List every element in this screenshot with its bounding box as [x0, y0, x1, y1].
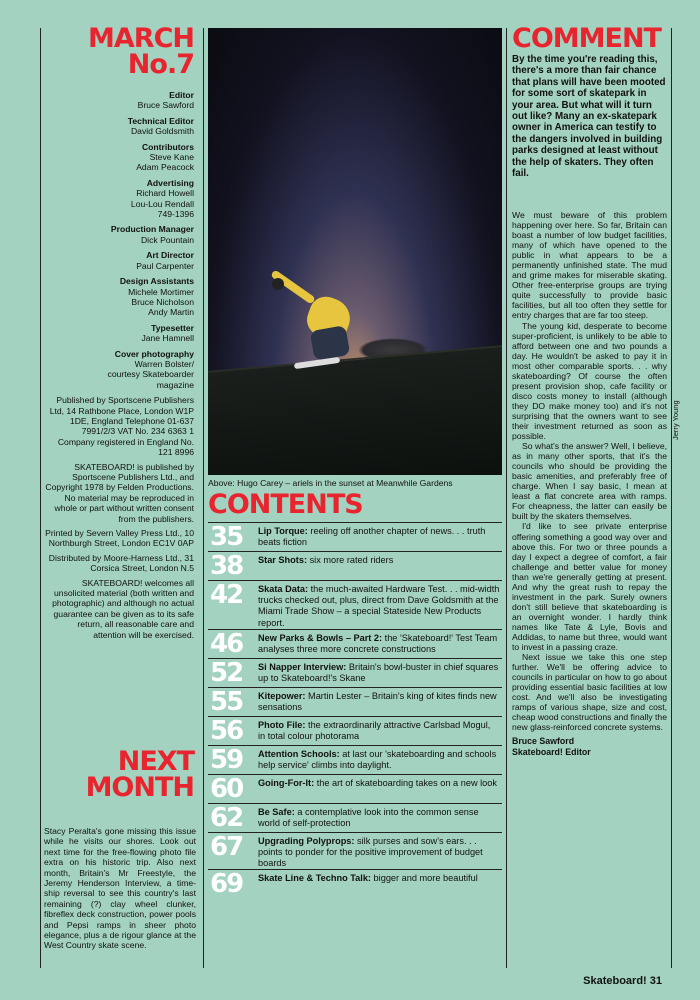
contents-list	[208, 522, 502, 898]
contents-item-text: reeling off another chapter of news. . . truth beats fiction	[258, 526, 486, 548]
contents-page-number: 67	[210, 831, 243, 862]
credit-role: Typesetter	[151, 322, 194, 333]
contents-item	[208, 687, 502, 716]
credit-name: David Goldsmith	[130, 126, 194, 137]
contents-item	[208, 832, 502, 870]
contents-page-number: 46	[210, 628, 243, 659]
contents-item	[208, 745, 502, 774]
masthead-column	[40, 24, 198, 974]
contents-description	[258, 804, 502, 829]
credit-name: magazine	[156, 379, 194, 390]
column-rule	[506, 28, 507, 968]
contents-item-title: Skata Data:	[258, 584, 309, 594]
contents-item-title: New Parks & Bowls – Part 2:	[258, 632, 383, 643]
issue-month: MARCH	[88, 23, 194, 54]
contents-description	[258, 581, 502, 629]
comment-lead: By the time you're reading this, there's a more than fair chance that plans will have been mooted for some sort of skatepark in your area. But what will it turn out like? Many an ex-skatepark owner in America can testify to the dangers involved in building parks designed at least without the help of skaters. They often fail.	[512, 54, 666, 180]
contents-description	[258, 775, 499, 789]
credit-role: Technical Editor	[127, 115, 194, 126]
contents-item-title: Be Safe:	[258, 806, 295, 817]
contents-item-text: bigger and more beautiful	[371, 873, 478, 884]
publisher-info: Printed by Severn Valley Press Ltd., 10 Northburgh Street, London EC1V 0AP	[45, 528, 194, 549]
credit-group	[44, 90, 194, 111]
contents-page-number: 38	[210, 551, 243, 581]
contents-page-number: 42	[210, 580, 243, 610]
contents-page-number: 62	[210, 802, 243, 833]
contents-item-text: a contemplative look into the common sense world of self-protection	[258, 806, 479, 829]
credit-name: Andy Martin	[148, 307, 194, 318]
contents-item	[208, 522, 502, 551]
contents-title: CONTENTS	[208, 489, 363, 520]
contents-description	[258, 630, 502, 655]
credit-group	[44, 224, 194, 245]
contents-item-text: the 'Skateboard!' Test Team analyses three more concrete constructions	[258, 632, 498, 655]
credit-role: Editor	[169, 90, 194, 100]
credit-group	[44, 349, 194, 391]
contents-description	[258, 552, 395, 566]
publisher-info: Distributed by Moore-Harness Ltd., 31 Corsica Street, London N.5	[48, 552, 194, 574]
credit-group	[44, 142, 194, 173]
credit-role: Contributors	[141, 141, 194, 152]
credit-name: Jane Hamnell	[141, 333, 194, 344]
contents-item	[208, 803, 502, 832]
contents-item-text: at last our 'skateboarding and schools help service' climbs into daylight.	[258, 748, 497, 771]
credit-role: Cover photography	[114, 348, 194, 359]
contents-description	[258, 717, 502, 742]
credit-role: Advertising	[146, 177, 194, 188]
credit-name: Warren Bolster/	[134, 358, 194, 369]
signature-name: Bruce Sawford	[512, 736, 575, 747]
photo-skater-head	[272, 278, 284, 290]
issue-title	[44, 23, 194, 80]
photo-ramp	[208, 344, 502, 475]
contents-description	[258, 746, 502, 771]
next-month-line2: MONTH	[85, 771, 194, 803]
signature-title: Skateboard! Editor	[512, 746, 591, 757]
publisher-info: SKATEBOARD! welcomes all unsolicited material (both written and photographic) and although no actual guarantee can be given as to its safe return, all reasonable care and attention will be exercised.	[52, 577, 194, 640]
next-month-line1: NEXT	[117, 746, 194, 777]
contents-description	[258, 870, 480, 884]
contents-item-text: Britain's bowl-buster in chief squares up to Skateboard!'s Skane	[258, 661, 499, 684]
comment-paragraph: So what's the answer? Well, I believe, as in many other sports, that it's the councils who should be providing the basic amenities, and preferably free of charge. When I say basic, I mean at least a flat concrete area with ramps. For cheapness, the latter can easily be built by the skaters themselves.	[512, 441, 667, 522]
next-month-text: Stacy Peralta's gone missing this issue while he visits our shores. Look out next time for the free-flowing photo file extra on his historic trip. Also next month, Britain's Mr Freestyle, the Jeremy Henderson Interview, a time-ship reversal to see this country's last remaining (?) clay wheel clunker, fibreflex deck construction, power pools and Pepsi ramps in sheer photo elegance, plus a de rigour glance at the West Country skate scene.	[44, 826, 196, 951]
photo-credit: Jerry Young	[671, 400, 680, 440]
comment-paragraph: We must beware of this problem happening over here. So far, Britain can boast a number of low budget facilities, many of which have opened to the public in what appears to be a permanently unfinished state. The mud and grime makes for miserable skating. Other free-enterprise groups are trying quite successfully to provide basic facilities, but all too often they settle for entry charges that are far too steep.	[512, 210, 667, 321]
comment-paragraph: Next issue we take this one step further. We'll be offering advice to councils in particular on how to go about providing essential basic facilities at low cost. And we'll also be investigating ramps of various shape, size and cost, cheap wood constructions and finally the new glass-reinforced concrete systems.	[512, 652, 667, 733]
credit-group	[44, 250, 194, 271]
contents-item-title: Attention Schools:	[258, 748, 340, 759]
credit-group	[44, 116, 194, 137]
contents-item	[208, 869, 502, 898]
contents-item-title: Lip Torque:	[258, 526, 308, 536]
cover-photo	[208, 28, 502, 475]
contents-item	[208, 716, 502, 745]
credit-name: Adam Peacock	[136, 162, 194, 173]
next-month-title	[44, 746, 194, 803]
page-footer: Skateboard! 31	[583, 975, 662, 987]
credit-name: Bruce Nicholson	[131, 296, 194, 307]
contents-page-number: 69	[210, 869, 243, 900]
contents-item-text: six more rated riders	[307, 555, 394, 565]
contents-page-number: 55	[210, 686, 243, 717]
contents-item-title: Kitepower:	[258, 690, 306, 701]
publisher-info: Published by Sportscene Publishers Ltd, 14 Rathbone Place, London W1P 1DE, England Telephone 01-637 7991/2/3 VAT No. 234 6363 1 Company registered in England No. 121 8996	[49, 395, 194, 458]
contents-item-text: the much-awaited Hardware Test. . . mid-width trucks checked out, plus, direct from Dave Goldsmith at the Miami Trade Show – a special Stateside New Products report.	[258, 584, 500, 628]
credit-group	[44, 323, 194, 344]
comment-title: COMMENT	[512, 23, 661, 54]
credits-list	[44, 90, 194, 640]
contents-item-title: Skate Line & Techno Talk:	[258, 873, 371, 884]
contents-description	[258, 659, 502, 684]
contents-item	[208, 629, 502, 658]
column-rule	[671, 28, 672, 968]
credit-name: Michele Mortimer	[128, 286, 194, 297]
credit-role: Production Manager	[110, 224, 194, 235]
contents-item-text: silk purses and sow's ears. . . points to ponder for the positive improvement of budget boards	[258, 835, 483, 869]
contents-item-title: Photo File:	[258, 719, 306, 730]
credit-group	[44, 178, 194, 220]
contents-description	[258, 688, 502, 713]
contents-item-text: Martin Lester – Britain's king of kites finds new sensations	[258, 690, 497, 713]
comment-paragraph: The young kid, desperate to become super-proficient, is unlikely to be able to afford between one and two pounds a day. He wouldn't be asked to pay it in most other comparable sports. . . why skateboarding? Of course the often present provision shop, cafe facility or disco costs money to install (although they DO make money too) and it's not surprising that the owners want to see their investment returned as soon as possible.	[512, 320, 667, 442]
credit-role: Art Director	[146, 250, 194, 261]
credit-name: Lou-Lou Rendall	[130, 198, 194, 209]
contents-item-title: Star Shots:	[258, 555, 308, 565]
credit-role: Design Assistants	[119, 276, 194, 287]
credit-group	[44, 276, 194, 318]
credit-name: Paul Carpenter	[136, 260, 194, 271]
contents-item	[208, 580, 502, 629]
photo-caption: Above: Hugo Carey – ariels in the sunset at Meanwhile Gardens	[208, 478, 453, 488]
contents-page-number: 35	[210, 522, 243, 552]
credit-name: courtesy Skateboarder	[107, 369, 194, 380]
credit-name: Dick Pountain	[140, 234, 194, 245]
contents-item-text: the extraordinarily attractive Carlsbad Mogul, in total colour photorama	[258, 719, 491, 742]
comment-paragraph: I'd like to see private enterprise offering something a good way over and above this. For two or three pounds a day I expect a degree of comfort, a fair challenge and better value for money than we're generally getting at present. And why the great rush to repay the investment in the park. Surely owners don't still believe that skateboarding is an overnight wonder. I hardly think names like Tate & Lyle, Bovis and Addidas, to name but three, would want to invest in a passing craze.	[512, 521, 667, 653]
contents-item	[208, 551, 502, 580]
contents-description	[258, 523, 502, 548]
contents-item-title: Going-For-It:	[258, 777, 315, 788]
contents-page-number: 52	[210, 657, 243, 688]
contents-page-number: 59	[210, 744, 243, 775]
issue-number: No.7	[127, 48, 194, 80]
contents-description	[258, 833, 502, 870]
contents-item-title: Upgrading Polyprops:	[258, 835, 355, 846]
contents-page-number: 56	[210, 715, 243, 746]
credit-name: Steve Kane	[149, 152, 194, 163]
credit-name: 749-1396	[157, 209, 194, 220]
credit-name: Bruce Sawford	[137, 100, 194, 111]
contents-item-text: the art of skateboarding takes on a new look	[314, 777, 497, 788]
contents-item	[208, 774, 502, 803]
contents-item	[208, 658, 502, 687]
comment-body	[512, 210, 667, 757]
comment-signature	[512, 736, 667, 757]
contents-item-title: Si Napper Interview:	[258, 661, 347, 672]
photo-skater-legs	[310, 325, 351, 361]
column-rule	[203, 28, 204, 968]
comment-paragraphs	[512, 210, 667, 732]
publisher-info: SKATEBOARD! is published by Sportscene Publishers Ltd., and Copyright 1978 by Felden Productions. No material may be reproduced in whole or part without written consent from the publishers.	[45, 461, 194, 524]
contents-page-number: 60	[210, 773, 243, 804]
credit-name: Richard Howell	[136, 188, 194, 199]
